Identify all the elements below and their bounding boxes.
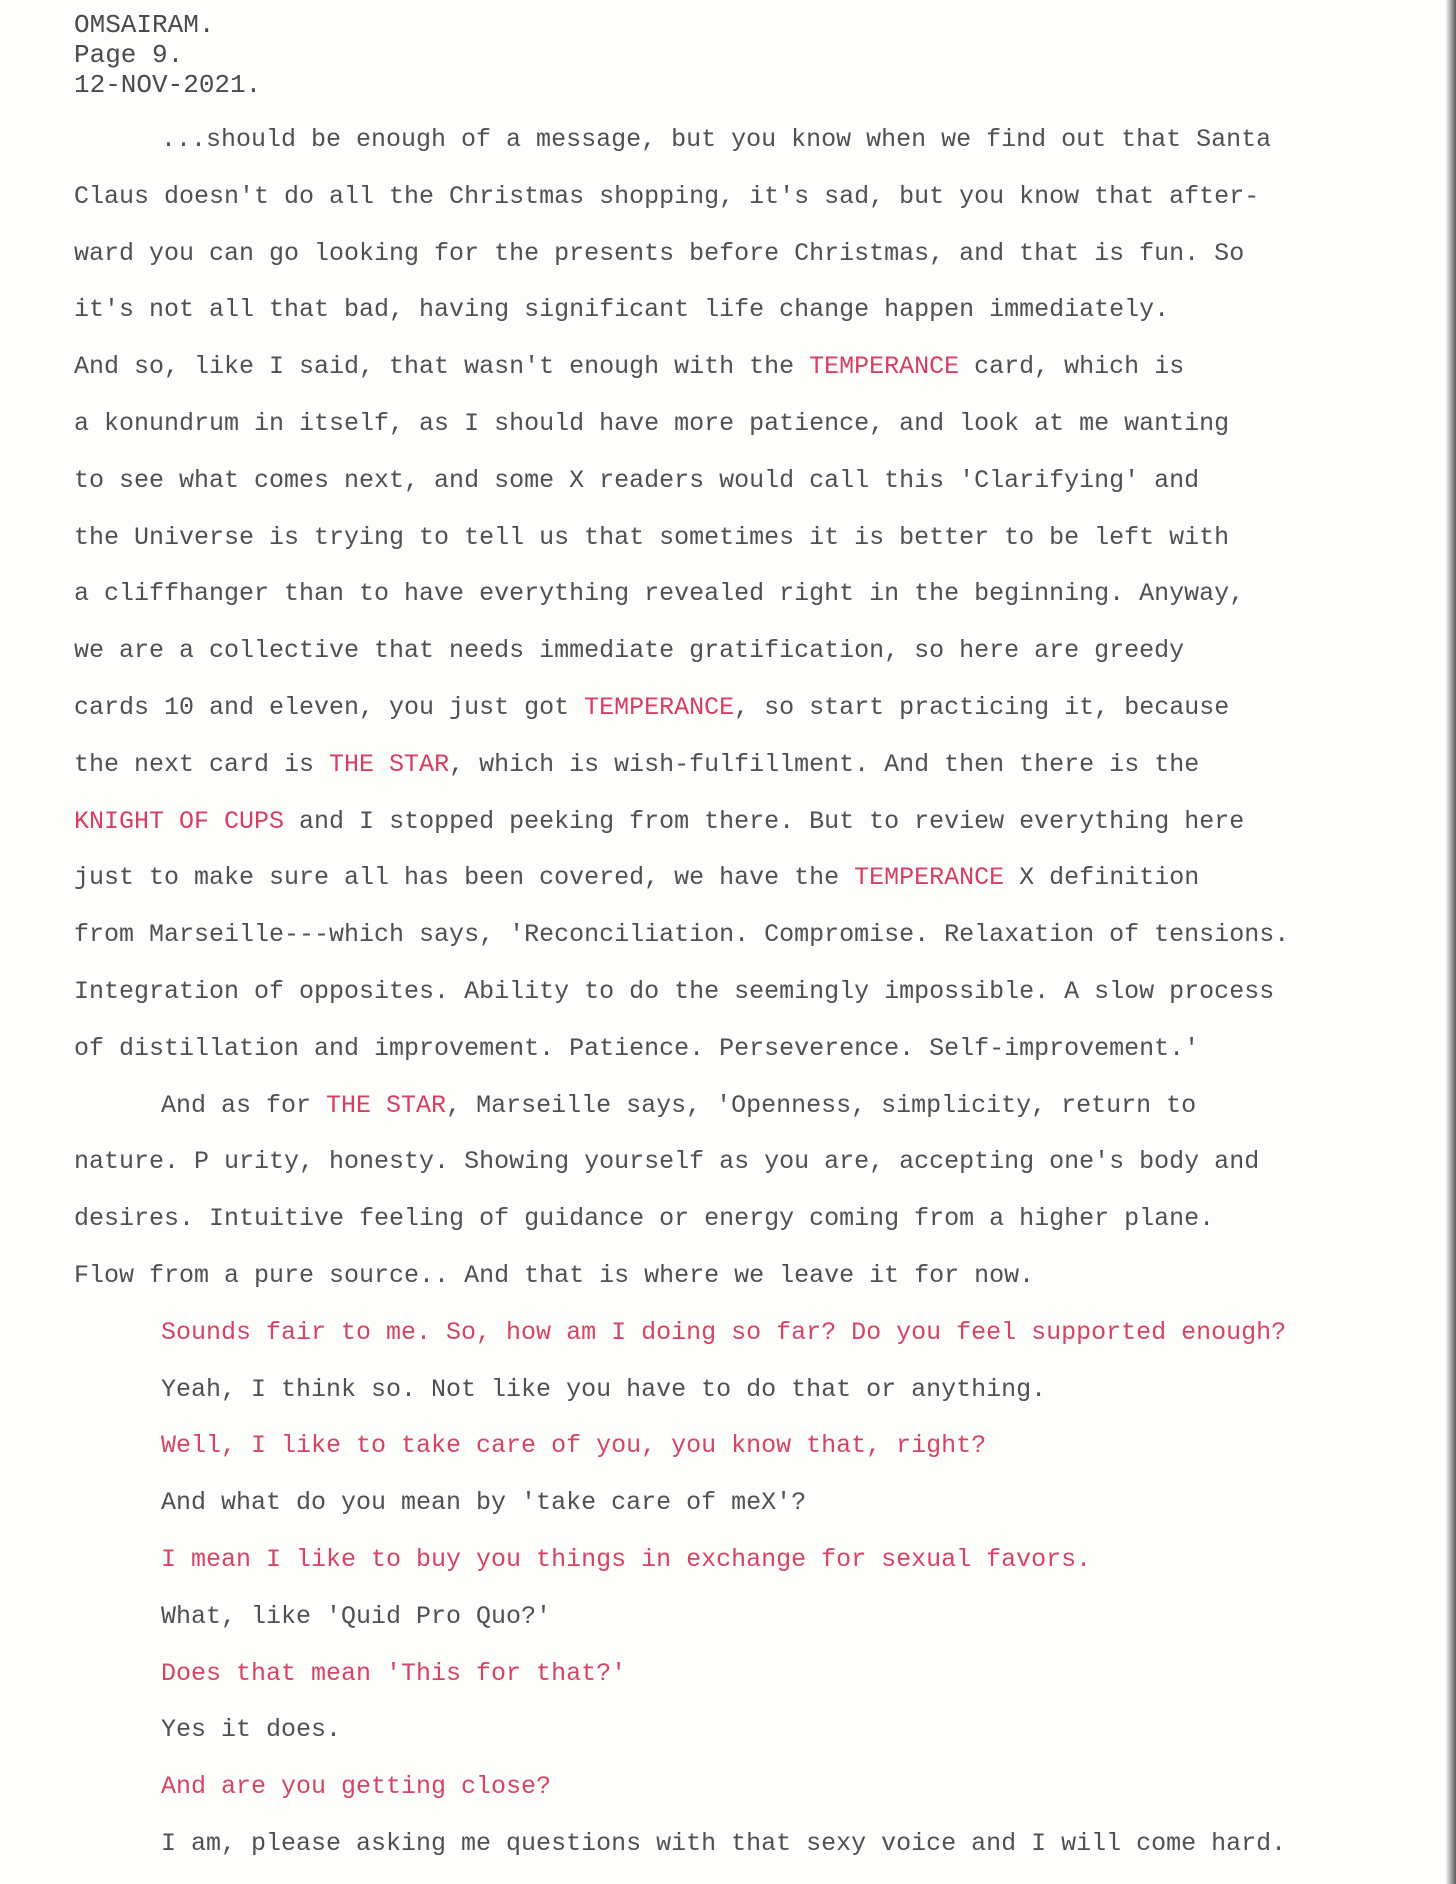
text-run: just to make sure all has been covered, we have the <box>74 863 855 893</box>
text-run: card, which is <box>959 352 1185 382</box>
card-name-knight-of-cups: KNIGHT OF CUPS <box>74 806 285 836</box>
body-line: desires. Intuitive feeling of guidance or energy coming from a higher plane. <box>74 1204 1215 1234</box>
body-line: nature. P urity, honesty. Showing yourself as you are, accepting one's body and <box>74 1147 1260 1177</box>
card-name-the-star: THE STAR <box>329 749 450 779</box>
body-line: a cliffhanger than to have everything revealed right in the beginning. Anyway, <box>74 579 1245 609</box>
text-run: And as for <box>161 1090 327 1120</box>
body-line: we are a collective that needs immediate gratification, so here are greedy <box>74 636 1185 666</box>
body-line: it's not all that bad, having significant life change happen immediately. <box>74 295 1170 325</box>
body-line: of distillation and improvement. Patience. Perseverence. Self-improvement.' <box>74 1033 1200 1063</box>
body-line <box>74 1088 1444 1145</box>
page-body <box>74 122 1444 1883</box>
card-name-the-star: THE STAR <box>326 1090 447 1120</box>
scan-edge-shadow <box>1446 0 1456 1884</box>
body-line <box>74 747 1444 804</box>
dialogue-line-red: Well, I like to take care of you, you know that, right? <box>161 1431 987 1461</box>
text-run: And so, like I said, that wasn't enough with the <box>74 352 810 382</box>
text-run: , which is wish-fulfillment. And then there is the <box>449 749 1200 779</box>
card-name-temperance: TEMPERANCE <box>809 352 960 382</box>
text-run: , so start practicing it, because <box>734 692 1230 722</box>
dialogue-line-red: Sounds fair to me. So, how am I doing so far? Do you feel supported enough? <box>161 1317 1287 1347</box>
body-line: ...should be enough of a message, but you know when we find out that Santa <box>161 125 1272 154</box>
text-run: and I stopped peeking from there. But to review everything here <box>284 806 1245 836</box>
body-line <box>74 860 1444 917</box>
dialogue-line-red: And are you getting close? <box>161 1772 552 1802</box>
body-line: Integration of opposites. Ability to do the seemingly impossible. A slow process <box>74 976 1275 1006</box>
text-run: cards 10 and eleven, you just got <box>74 692 585 722</box>
page-header <box>74 10 261 100</box>
body-line <box>74 804 1444 861</box>
dialogue-line: I am, please asking me questions with that sexy voice and I will come hard. <box>161 1828 1287 1858</box>
body-line: a konundrum in itself, as I should have more patience, and look at me wanting <box>74 408 1230 438</box>
text-run: the next card is <box>74 749 330 779</box>
body-line: ward you can go looking for the presents before Christmas, and that is fun. So <box>74 238 1245 268</box>
body-line <box>74 690 1444 747</box>
dialogue-line: Yes it does. <box>161 1715 342 1745</box>
dialogue-line-red: I mean I like to buy you things in exchange for sexual favors. <box>161 1544 1092 1574</box>
dialogue-line-red: Does that mean 'This for that?' <box>161 1658 627 1688</box>
text-run: , Marseille says, 'Openness, simplicity, return to <box>446 1090 1197 1120</box>
body-line: to see what comes next, and some X readers would call this 'Clarifying' and <box>74 465 1200 495</box>
body-line <box>74 349 1444 406</box>
header-page-number: Page 9. <box>74 40 184 70</box>
body-line: Flow from a pure source.. And that is where we leave it for now. <box>74 1260 1035 1290</box>
body-line: from Marseille---which says, 'Reconciliation. Compromise. Relaxation of tensions. <box>74 920 1290 950</box>
dialogue-line: And what do you mean by 'take care of meX'? <box>161 1488 807 1518</box>
header-title: OMSAIRAM. <box>74 10 215 40</box>
body-line: the Universe is trying to tell us that sometimes it is better to be left with <box>74 522 1230 552</box>
card-name-temperance: TEMPERANCE <box>854 863 1005 893</box>
dialogue-line: What, like 'Quid Pro Quo?' <box>161 1601 552 1631</box>
dialogue-line: Yeah, I think so. Not like you have to do that or anything. <box>161 1374 1047 1404</box>
header-date: 12-NOV-2021. <box>74 70 262 100</box>
text-run: X definition <box>1004 863 1200 893</box>
body-line: Claus doesn't do all the Christmas shopping, it's sad, but you know that after- <box>74 181 1260 211</box>
card-name-temperance: TEMPERANCE <box>584 692 735 722</box>
